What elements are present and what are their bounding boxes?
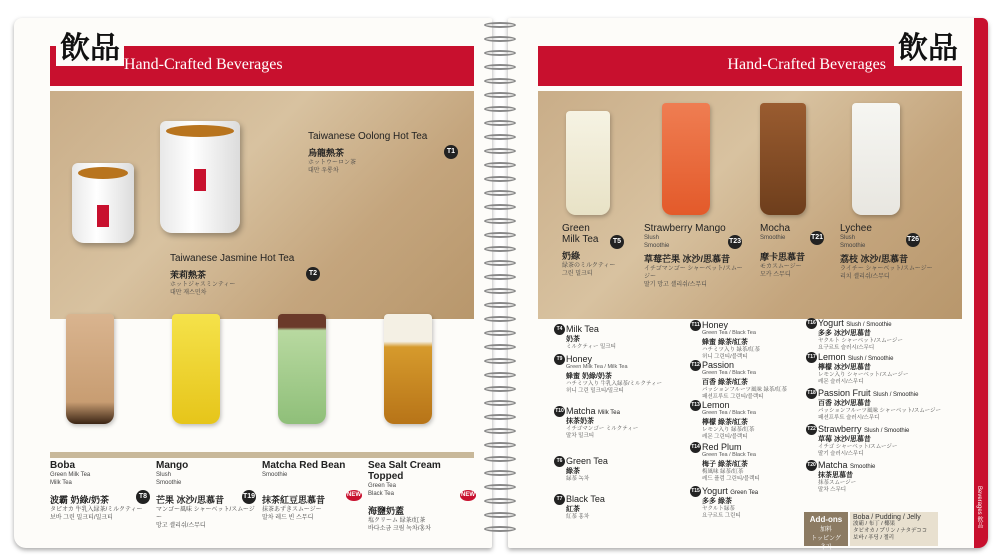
coil [484, 134, 516, 140]
matcha-new-badge: NEW [346, 490, 362, 501]
section-tab[interactable] [974, 18, 988, 548]
tab-label: Beverages 飲品 [976, 485, 982, 528]
addons-options: Boba / Pudding / Jelly 波霸 / 布丁 / 椰果 タピオカ / プリン / ナタデココ 보바 / 푸딩 / 젤리 [850, 512, 938, 546]
mango-drink-image [172, 314, 220, 424]
right-english-title: Hand-Crafted Beverages [727, 56, 886, 73]
coil [484, 288, 516, 294]
list-item: T20 Matcha Smoothie 抹茶思慕昔 抹茶スムージー 말차 스무디 [807, 460, 876, 493]
coil [484, 106, 516, 112]
coil [484, 400, 516, 406]
list-item: T15 Yogurt Green Tea 多多 綠茶 ヤクルト緑茶 요구르트 그린티 [691, 486, 759, 519]
jasmine-tea-cup [72, 163, 134, 243]
sea-salt-new-badge: NEW [460, 490, 476, 501]
matcha-red-bean-item: Matcha Red Bean Smoothie 抹茶紅豆思慕昔 抹茶あずきスムージー 말차 레드 빈 스무디 NEW [262, 460, 361, 521]
right-section-banner [538, 31, 962, 86]
right-chinese-title: 飲品 [894, 32, 962, 66]
right-page [508, 18, 988, 551]
lychee-code-badge: T26 [906, 233, 920, 247]
green-milk-tea-code-badge: T5 [610, 235, 624, 249]
hot-tea-photo [50, 91, 474, 319]
coil [484, 274, 516, 280]
cold-drinks-photo [538, 91, 962, 319]
coil [484, 316, 516, 322]
mocha-code-badge: T21 [810, 231, 824, 245]
coil [484, 176, 516, 182]
addons-box: Add-ons 加料 トッピング 추가 [804, 512, 848, 546]
left-page [14, 18, 492, 548]
coil [484, 246, 516, 252]
coil [484, 428, 516, 434]
list-item: T17 Lemon Slush / Smoothie 檸檬 冰沙/思慕昔 レモン入り シャーベット/スムージー 레몬 슬러시/스무디 [807, 352, 909, 385]
coil [484, 414, 516, 420]
sea-salt-item: Sea Salt Cream Topped Green Tea Black Tea 海鹽奶蓋 塩クリーム 緑茶/紅茶 바다소금 크림 녹차/홍차 NEW [368, 460, 475, 532]
list-item: T6 Green Tea 綠茶 緑茶 녹차 [566, 456, 706, 483]
coil [484, 50, 516, 56]
mango-code-badge: T19 [242, 490, 256, 504]
coil [484, 260, 516, 266]
jasmine-code-badge: T2 [306, 267, 320, 281]
mango-item: Mango Slush Smoothie 芒果 冰沙/思慕昔 マンゴー風味 シャーベット/スムージー 망고 셸리쉬/스무디 T19 [156, 460, 256, 529]
mocha-image [760, 103, 806, 215]
coil [484, 148, 516, 154]
coil [484, 442, 516, 448]
list-item: T16 Yogurt Slush / Smoothie 多多 冰沙/思慕昔 ヤクルト シャーベット/スムージー 요구르트 슬러시/스무디 [807, 318, 903, 351]
strawberry-mango-code-badge: T23 [728, 235, 742, 249]
matcha-red-bean-drink-image [278, 314, 326, 424]
boba-code-badge: T8 [136, 490, 150, 504]
list-item: T22 Strawberry Slush / Smoothie 草莓 冰沙/思慕昔 イチゴ シャーベット/スムージー 딸기 슬러시/스무디 [807, 424, 910, 457]
left-chinese-title: 飲品 [56, 32, 124, 66]
coil [484, 498, 516, 504]
coil [484, 386, 516, 392]
list-item: T18 Passion Fruit Slush / Smoothie 百香 冰沙/思慕昔 パッションフルーツ風味 シャーベット/スムージー 패션프루트 슬러시/스무디 [807, 388, 942, 421]
oolong-label: Taiwanese Oolong Hot Tea 烏龍熱茶 ホットウーロン茶 대만 우롱차 T1 [308, 131, 458, 175]
green-milk-tea-label: Green Milk Tea 奶綠 緑茶のミルクティー 그린 밀크티 T5 [562, 223, 642, 278]
mocha-label: Mocha Smoothie 摩卡思慕昔 モカスムージー 모카 스무디 T21 [760, 223, 824, 278]
list-item: T11 Honey Green Tea / Black Tea 蜂蜜 綠茶/紅茶 ハチミツ入り 緑茶/紅茶 허니 그린티/블랙티 [691, 320, 761, 360]
coil [484, 232, 516, 238]
left-divider [50, 452, 474, 458]
list-item: T13 Lemon Green Tea / Black Tea 檸檬 綠茶/紅茶 レモン入り 緑茶/紅茶 레몬 그린티/블랙티 [691, 400, 756, 440]
strawberry-mango-label: Strawberry Mango Slush Smoothie 草莓芒果 冰沙/思慕昔 イチゴマンゴー シャーベット/スムージー 딸기 망고 셸리쉬/스무디 T23 [644, 223, 743, 288]
coil [484, 92, 516, 98]
left-english-title: Hand-Crafted Beverages [124, 56, 283, 73]
list-item: T7 Black Tea 紅茶 紅茶 홍차 [566, 494, 706, 521]
coil [484, 470, 516, 476]
jasmine-label: Taiwanese Jasmine Hot Tea 茉莉熱茶 ホットジャスミンティー 대만 재스민차 T2 [170, 253, 320, 297]
coil [484, 120, 516, 126]
coil [484, 526, 516, 532]
list-item: T14 Red Plum Green Tea / Black Tea 梅子 綠茶/紅茶 梅風味 緑茶/紅茶 레드 플럼 그린티/블랙티 [691, 442, 760, 482]
coil [484, 302, 516, 308]
green-milk-tea-image [566, 111, 610, 215]
list-item: T9 Honey Green Milk Tea / Milk Tea 蜂蜜 奶綠/奶茶 ハチミツ入り 牛乳入緑茶/ミルクティー 허니 그린 밀크티/밀크티 [566, 354, 706, 395]
coil [484, 344, 516, 350]
coil [484, 78, 516, 84]
coil [484, 190, 516, 196]
boba-drink-image [66, 314, 114, 424]
oolong-tea-cup [160, 121, 240, 233]
coil [484, 218, 516, 224]
coil [484, 64, 516, 70]
coil [484, 358, 516, 364]
coil [484, 36, 516, 42]
left-section-banner [50, 31, 474, 86]
coil [484, 330, 516, 336]
oolong-code-badge: T1 [444, 145, 458, 159]
coil [484, 372, 516, 378]
list-item: T10 Matcha Milk Tea 抹茶奶茶 イチゴマンゴー ミルクティー 말차 밀크티 [555, 406, 639, 439]
list-item: T4 Milk Tea 奶茶 ミルクティー 밀크티 [566, 324, 706, 351]
boba-item: Boba Green Milk Tea Milk Tea 波霸 奶綠/奶茶 タピオカ 牛乳入緑茶/ミルクティー 보바 그린 밀크티/밀크티 T8 [50, 460, 150, 522]
coil [484, 162, 516, 168]
coil [484, 22, 516, 28]
strawberry-mango-image [662, 103, 710, 215]
list-item: T12 Passion Green Tea / Black Tea 百香 綠茶/紅茶 パッションフルーツ風味 緑茶/紅茶 패션프루트 그린티/블랙티 [691, 360, 788, 400]
lychee-label: Lychee Slush Smoothie 荔枝 冰沙/思慕昔 ライチー シャーベット/スムージー 리치 셸리쉬/스무디 T26 [840, 223, 933, 280]
lychee-image [852, 103, 900, 215]
coil [484, 512, 516, 518]
sea-salt-drink-image [384, 314, 432, 424]
coil [484, 204, 516, 210]
coil [484, 456, 516, 462]
coil [484, 484, 516, 490]
